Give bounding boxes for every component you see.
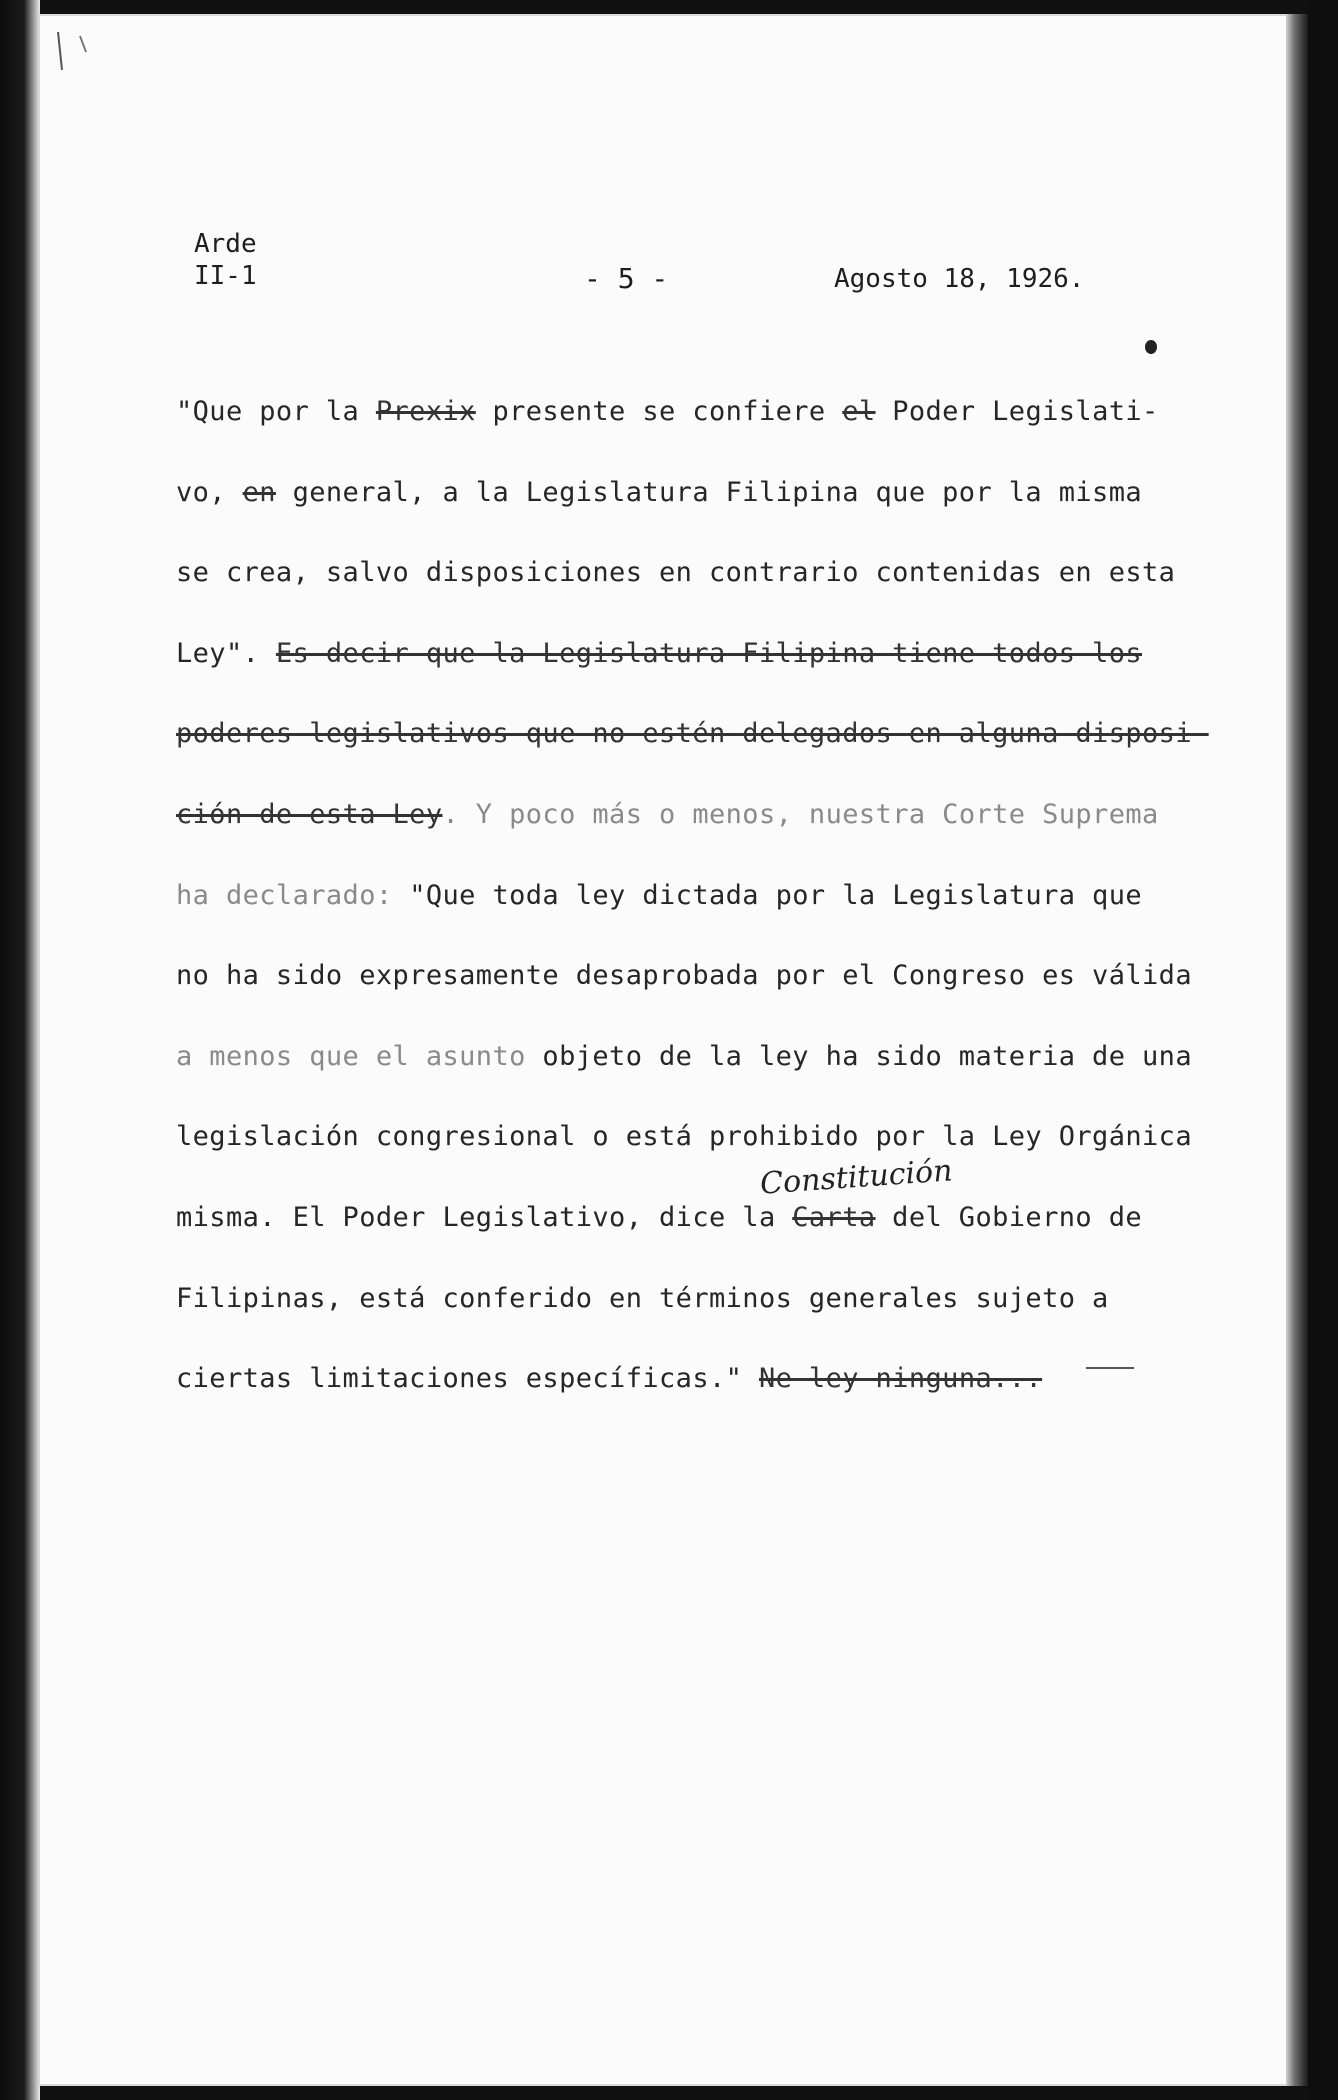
struck-text: Ne ley ninguna...: [758, 1363, 1043, 1395]
handwritten-correction: Constitución: [759, 1153, 954, 1202]
typed-text: . Y poco más o menos, nuestra Corte Suprema: [442, 798, 1159, 830]
text-line: [176, 952, 1192, 1033]
struck-text: el: [842, 396, 876, 427]
typed-text: ha declarado:: [176, 879, 410, 911]
struck-text: Prexix: [375, 396, 476, 427]
typed-text: "Que toda ley dictada por la Legislatura que: [409, 879, 1143, 911]
struck-text: poderes legislativos que no estén delegados en alguna disposi-: [176, 718, 1209, 750]
page-number: - 5 -: [584, 262, 669, 295]
struck-text: Carta: [792, 1201, 876, 1233]
text-line: [176, 872, 1143, 953]
body-text: [176, 388, 1209, 1436]
typed-text: Ley".: [176, 637, 276, 669]
scan-frame-left: [0, 0, 40, 2100]
typed-text: Filipinas, está conferido en términos generales sujeto a: [176, 1282, 1109, 1314]
text-line: [176, 469, 1143, 550]
ink-blot: [1145, 340, 1157, 354]
typed-text: misma. El Poder Legislativo, dice la: [176, 1201, 793, 1233]
struck-text: en: [242, 476, 276, 508]
typed-text: general, a la Legislatura Filipina que por la misma: [275, 476, 1143, 508]
struck-text: ción de esta Ley: [176, 798, 443, 830]
typed-text: Poder Legislati-: [875, 396, 1159, 427]
document-date: Agosto 18, 1926.: [834, 264, 1085, 294]
typed-text: "Que por la: [176, 396, 376, 427]
typed-text: se crea, salvo disposiciones en contrario contenidas en esta: [176, 557, 1176, 589]
typed-text: del Gobierno de: [875, 1201, 1143, 1233]
text-line: [176, 1194, 1143, 1275]
struck-text: Es decir que la Legislatura Filipina tiene todos los: [275, 637, 1143, 669]
header-codes: [194, 228, 257, 292]
section-code: II-1: [194, 261, 257, 291]
scan-frame-right: [1308, 0, 1338, 2100]
text-line: [176, 630, 1143, 711]
page-edge-shadow: [1286, 14, 1308, 2086]
text-line: [176, 388, 1159, 469]
text-line: [176, 1275, 1136, 1356]
typed-text: legislación congresional o está prohibido por la Ley Orgánica: [176, 1121, 1192, 1153]
top-edge-marks: [50, 22, 370, 72]
typed-text: a menos que el asunto: [176, 1040, 543, 1072]
typed-text: presente se confiere: [475, 396, 843, 427]
text-line: [176, 1355, 1136, 1436]
typed-text: vo,: [176, 476, 243, 508]
text-line: [176, 791, 1159, 872]
typed-text: no ha sido expresamente desaprobada por el Congreso es válida: [176, 960, 1192, 992]
text-line: [176, 710, 1209, 791]
margin-dash: [1086, 1367, 1134, 1369]
text-line: [176, 1033, 1192, 1114]
author-code: Arde: [194, 229, 257, 259]
text-line: [176, 1113, 1192, 1194]
typed-text: ciertas limitaciones específicas.": [176, 1363, 759, 1395]
text-line: [176, 549, 1176, 630]
typed-text: objeto de la ley ha sido materia de una: [542, 1040, 1192, 1072]
